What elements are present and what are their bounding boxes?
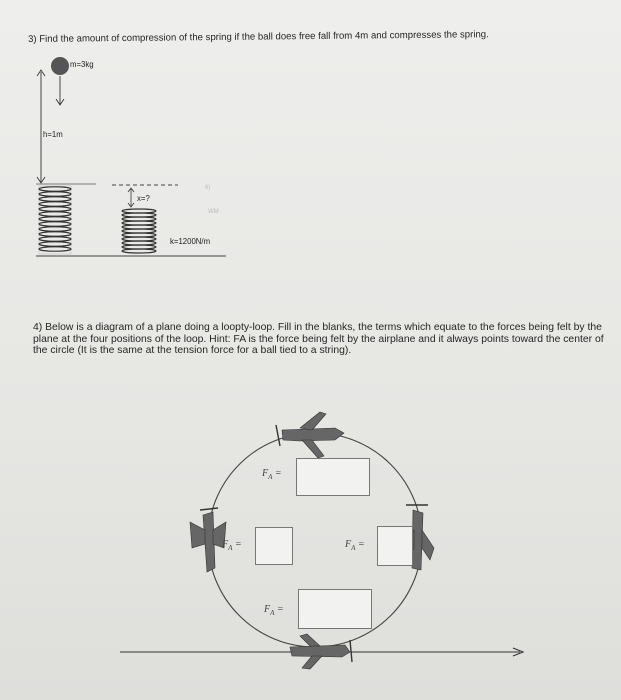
spring-figure <box>36 57 226 256</box>
spring-compressed <box>122 209 156 253</box>
fa-label-right: $F_A$ = <box>345 539 365 552</box>
question-3-text: 3) Find the amount of compression of the spring if the ball does free fall from 4m and compresses the spring. <box>28 29 489 45</box>
answer-box-bottom[interactable] <box>298 589 372 629</box>
plane-bottom-icon <box>290 634 352 669</box>
spring-constant-label: k=1200N/m <box>170 237 211 246</box>
fa-label-bottom: $F_A$ = <box>264 604 284 617</box>
fa-label-top: $F_A$ = <box>262 468 282 481</box>
plane-left-icon <box>190 508 226 572</box>
loop-figure <box>120 412 523 669</box>
spring-uncompressed <box>39 186 71 254</box>
svg-text:6): 6) <box>205 185 211 191</box>
ball <box>51 57 69 75</box>
answer-box-top[interactable] <box>296 458 370 496</box>
question-4-text: 4) Below is a diagram of a plane doing a loopty-loop. Fill in the blanks, the terms which equate to the forces being felt by the plane at the four positions of the loop. Hint: FA is the force being felt by the airplane and it always points toward the center of the circle (It is the same at the tension force for a ball tied to a string). <box>33 322 604 356</box>
fa-label-left: $F_A$ = <box>222 539 242 552</box>
plane-top-icon <box>276 412 344 458</box>
height-label: h=1m <box>43 130 63 139</box>
compression-label: x=? <box>137 194 150 203</box>
answer-box-left[interactable] <box>255 527 293 565</box>
answer-box-right[interactable] <box>377 526 413 566</box>
svg-text:WM: WM <box>208 209 219 215</box>
mass-label: m=3kg <box>70 60 94 69</box>
